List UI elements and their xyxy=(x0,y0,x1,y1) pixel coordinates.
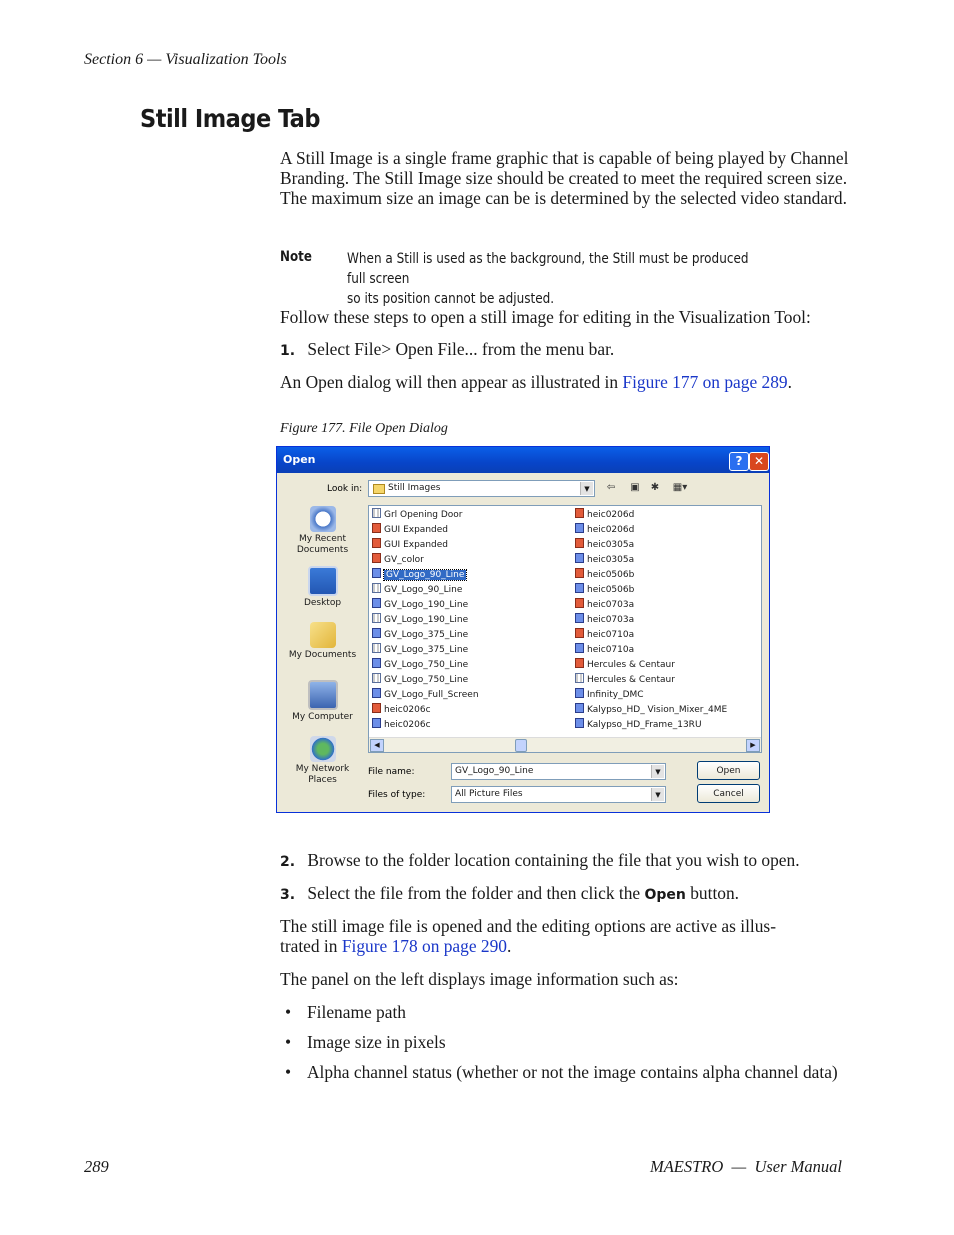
file-name: heic0305a xyxy=(587,555,635,565)
step-number: 3. xyxy=(280,887,296,903)
file-item[interactable] xyxy=(575,703,727,717)
image-file-icon xyxy=(372,658,381,668)
file-name: Kalypso_HD_Frame_13RU xyxy=(587,720,702,730)
cancel-button[interactable]: Cancel xyxy=(697,784,760,803)
look-in-select[interactable] xyxy=(368,480,595,497)
file-name: Hercules & Centaur xyxy=(587,660,675,670)
file-name: GV_Logo_90_Line xyxy=(384,585,463,595)
step-text-after: button. xyxy=(685,883,740,903)
image-file-icon xyxy=(575,688,584,698)
image-file-icon xyxy=(575,598,584,608)
file-item[interactable] xyxy=(372,538,448,552)
file-name-label: File name: xyxy=(368,767,415,777)
step-3 xyxy=(280,883,850,905)
file-name: GV_Logo_375_Line xyxy=(384,630,469,640)
image-file-icon xyxy=(575,523,584,533)
file-item[interactable] xyxy=(372,508,463,522)
section-header: Section 6 — Visualization Tools xyxy=(84,51,287,68)
file-name: GV_Logo_190_Line xyxy=(384,600,469,610)
place-my-documents[interactable] xyxy=(283,622,362,661)
image-file-icon xyxy=(575,643,584,653)
file-name: GUI Expanded xyxy=(384,525,448,535)
dialog-title: Open xyxy=(283,453,316,466)
file-item[interactable] xyxy=(575,553,634,567)
file-item[interactable] xyxy=(372,673,468,687)
my-computer-icon xyxy=(308,680,338,710)
place-label: My Recent Documents xyxy=(296,534,349,555)
file-name: GV_Logo_Full_Screen xyxy=(384,690,479,700)
step-number: 1. xyxy=(280,343,296,359)
file-item[interactable] xyxy=(575,673,675,687)
file-item[interactable] xyxy=(372,598,468,612)
text-after-link: . xyxy=(507,936,512,956)
image-file-icon xyxy=(575,703,584,713)
file-name: Hercules & Centaur xyxy=(587,675,675,685)
image-file-icon xyxy=(372,508,381,518)
file-item[interactable] xyxy=(575,718,702,732)
file-item[interactable] xyxy=(575,568,634,582)
file-item[interactable] xyxy=(575,598,634,612)
image-file-icon xyxy=(372,523,381,533)
back-icon[interactable]: ⇦ xyxy=(606,482,616,493)
file-type-value: All Picture Files xyxy=(455,789,523,799)
bullet-item: Alpha channel status (whether or not the image contains alpha channel data) xyxy=(307,1062,838,1082)
image-file-icon xyxy=(575,583,584,593)
open-dialog-paragraph xyxy=(280,372,850,392)
bullet-mark: • xyxy=(285,1062,292,1082)
view-menu-icon[interactable]: ▦▾ xyxy=(672,482,688,493)
file-item[interactable] xyxy=(372,643,468,657)
image-file-icon xyxy=(372,643,381,653)
chevron-down-icon[interactable]: ▼ xyxy=(580,482,593,495)
file-type-select[interactable] xyxy=(451,786,666,803)
image-file-icon xyxy=(372,598,381,608)
file-name: GV_Logo_190_Line xyxy=(384,615,469,625)
file-name: heic0506b xyxy=(587,570,635,580)
image-file-icon xyxy=(372,703,381,713)
scroll-right-icon[interactable]: ▶ xyxy=(746,739,760,752)
file-name: GV_Logo_750_Line xyxy=(384,660,469,670)
file-item[interactable] xyxy=(372,658,468,672)
image-file-icon xyxy=(575,613,584,623)
file-item[interactable] xyxy=(372,613,468,627)
image-file-icon xyxy=(372,568,381,578)
file-item[interactable] xyxy=(372,688,479,702)
step-number: 2. xyxy=(280,854,296,870)
step-text-before: Select the file from the folder and then click the xyxy=(307,883,645,903)
dialog-title-bar xyxy=(277,447,769,473)
file-name: heic0206c xyxy=(384,720,431,730)
file-item[interactable] xyxy=(372,583,462,597)
place-label: My Computer xyxy=(292,712,353,722)
panel-paragraph: The panel on the left displays image information such as: xyxy=(280,969,679,989)
file-name: heic0506b xyxy=(587,585,635,595)
text-before-link: An Open dialog will then appear as illustrated in xyxy=(280,372,623,392)
bullet-mark: • xyxy=(285,1002,292,1022)
image-file-icon xyxy=(372,553,381,563)
file-name: heic0206c xyxy=(384,705,431,715)
figure-178-link[interactable]: Figure 178 on page 290 xyxy=(341,936,507,956)
file-name-value: GV_Logo_90_Line xyxy=(455,766,534,776)
file-item[interactable] xyxy=(575,523,634,537)
help-button[interactable]: ? xyxy=(729,452,749,471)
up-folder-icon[interactable]: ▣ xyxy=(630,482,640,493)
figure-caption: Figure 177. File Open Dialog xyxy=(280,421,448,436)
figure-177-link[interactable]: Figure 177 on page 289 xyxy=(622,372,788,392)
step-1 xyxy=(280,339,850,361)
intro-paragraph: A Still Image is a single frame graphic that is capable of being played by Channel Branding. The Still Image size should be created to meet the required screen size. The maximum size an image can be is determined by the selected video standard. xyxy=(280,148,849,208)
file-item[interactable] xyxy=(575,658,675,672)
open-dialog xyxy=(276,446,770,813)
chevron-down-icon[interactable]: ▼ xyxy=(651,788,664,801)
desktop-icon xyxy=(308,566,338,596)
horizontal-scrollbar[interactable] xyxy=(369,737,761,752)
image-file-icon xyxy=(372,718,381,728)
file-name: heic0710a xyxy=(587,645,635,655)
place-my-computer[interactable] xyxy=(283,680,362,723)
file-name-input[interactable] xyxy=(451,763,666,780)
opened-paragraph xyxy=(280,916,850,956)
step-2 xyxy=(280,850,850,872)
new-folder-icon[interactable]: ✱ xyxy=(650,482,660,493)
file-name: heic0710a xyxy=(587,630,635,640)
my-documents-icon xyxy=(310,622,336,648)
file-item[interactable] xyxy=(575,538,634,552)
note-text: When a Still is used as the background, the Still must be produced full screen so its position cannot be adjusted. xyxy=(347,251,749,307)
file-item[interactable] xyxy=(372,718,431,732)
image-file-icon xyxy=(372,628,381,638)
page-title: Still Image Tab xyxy=(140,104,320,133)
file-type-label: Files of type: xyxy=(368,790,426,800)
file-name: Grl Opening Door xyxy=(384,510,463,520)
image-file-icon xyxy=(575,553,584,563)
file-list[interactable] xyxy=(368,505,762,753)
scroll-thumb[interactable] xyxy=(515,739,527,752)
file-name: heic0206d xyxy=(587,525,635,535)
chevron-down-icon[interactable]: ▼ xyxy=(651,765,664,778)
text-after-link: . xyxy=(787,372,792,392)
open-button-reference: Open xyxy=(644,887,686,903)
image-file-icon xyxy=(372,688,381,698)
file-name: heic0305a xyxy=(587,540,635,550)
place-label: My Network Places xyxy=(295,764,350,785)
file-name: Infinity_DMC xyxy=(587,690,644,700)
image-file-icon xyxy=(372,613,381,623)
look-in-label: Look in: xyxy=(327,484,363,494)
scroll-left-icon[interactable]: ◀ xyxy=(370,739,384,752)
image-file-icon xyxy=(372,538,381,548)
place-desktop[interactable] xyxy=(283,566,362,609)
look-in-value: Still Images xyxy=(388,483,441,493)
image-file-icon xyxy=(575,568,584,578)
folder-icon xyxy=(373,484,385,494)
note-label: Note xyxy=(280,249,312,265)
manual-title: MAESTRO — User Manual xyxy=(649,1157,842,1176)
page-number: 289 xyxy=(84,1157,109,1176)
place-recent[interactable] xyxy=(283,506,362,556)
bullet-item: Filename path xyxy=(307,1002,407,1022)
image-file-icon xyxy=(372,583,381,593)
place-label: My Documents xyxy=(288,650,357,660)
file-item[interactable] xyxy=(575,583,634,597)
image-file-icon xyxy=(575,673,584,683)
image-file-icon xyxy=(575,718,584,728)
bullet-item: Image size in pixels xyxy=(307,1032,446,1052)
file-item[interactable] xyxy=(372,523,448,537)
image-file-icon xyxy=(575,658,584,668)
file-item[interactable] xyxy=(372,553,424,567)
file-name: heic0206d xyxy=(587,510,635,520)
file-item[interactable] xyxy=(372,703,431,717)
image-file-icon xyxy=(575,538,584,548)
image-file-icon xyxy=(575,508,584,518)
open-button[interactable]: Open xyxy=(697,761,760,780)
file-name: heic0703a xyxy=(587,600,635,610)
places-bar xyxy=(283,504,362,794)
file-name: heic0703a xyxy=(587,615,635,625)
file-name: GV_Logo_90_Line xyxy=(386,570,465,580)
step-text: Browse to the folder location containing the file that you wish to open. xyxy=(307,850,800,870)
file-name: GV_Logo_375_Line xyxy=(384,645,469,655)
file-name: GV_Logo_750_Line xyxy=(384,675,469,685)
place-network[interactable] xyxy=(283,736,362,786)
follow-steps-text: Follow these steps to open a still image for editing in the Visualization Tool: xyxy=(280,307,811,327)
text-before-link: The still image file is opened and the editing options are active as illus- trated in xyxy=(280,916,776,956)
file-item[interactable] xyxy=(575,628,634,642)
step-text: Select File> Open File... from the menu bar. xyxy=(307,339,615,359)
file-item[interactable] xyxy=(575,688,644,702)
file-item[interactable] xyxy=(372,628,468,642)
bullet-mark: • xyxy=(285,1032,292,1052)
file-item[interactable] xyxy=(575,508,634,522)
recent-documents-icon xyxy=(310,506,336,532)
image-file-icon xyxy=(372,673,381,683)
place-label: Desktop xyxy=(303,598,342,608)
file-name: GUI Expanded xyxy=(384,540,448,550)
network-places-icon xyxy=(310,736,336,762)
file-item[interactable] xyxy=(372,568,466,582)
file-item[interactable] xyxy=(575,643,634,657)
image-file-icon xyxy=(575,628,584,638)
file-name: Kalypso_HD_ Vision_Mixer_4ME xyxy=(587,705,728,715)
close-button[interactable]: ✕ xyxy=(749,452,769,471)
file-name: GV_color xyxy=(384,555,424,565)
file-item[interactable] xyxy=(575,613,634,627)
